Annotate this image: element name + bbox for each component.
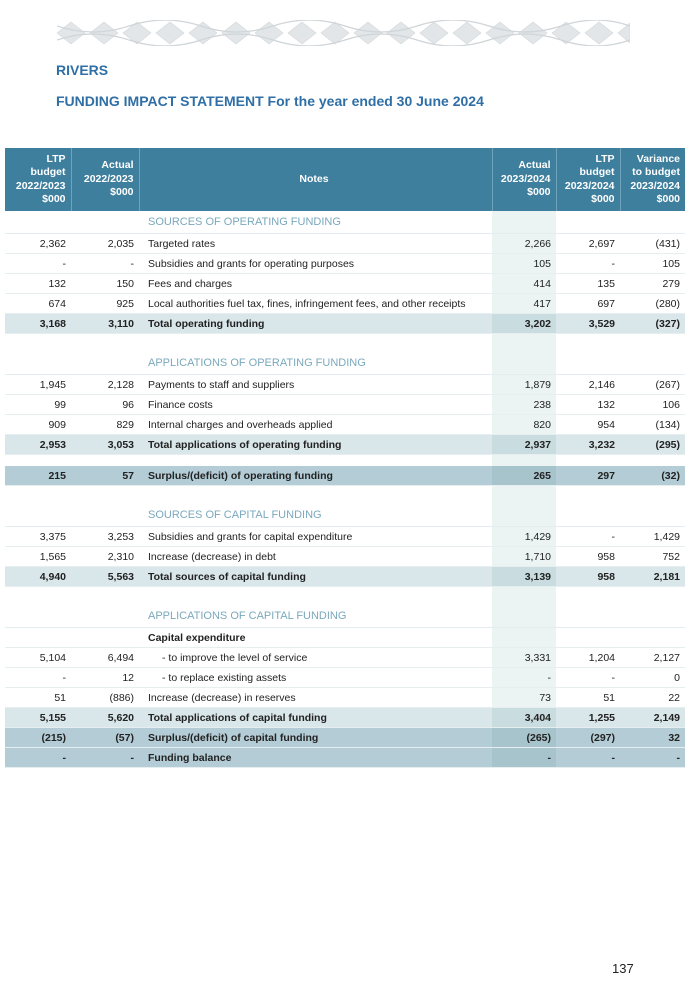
- col-actual-2223: Actual 2022/2023 $000: [71, 148, 139, 211]
- actual-2223-cell: 2,035: [71, 234, 139, 254]
- ltp-2324-cell: -: [556, 527, 620, 547]
- notes-cell: [139, 455, 492, 467]
- variance-cell: (431): [620, 234, 685, 254]
- actual-2223-cell: 3,110: [71, 314, 139, 334]
- notes-cell: Increase (decrease) in reserves: [139, 688, 492, 708]
- table-row: [5, 375, 685, 395]
- ltp-2324-cell: [556, 628, 620, 648]
- ltp-2223-cell: 2,362: [5, 234, 71, 254]
- ltp-2324-cell: -: [556, 748, 620, 768]
- ltp-2324-cell: 1,204: [556, 648, 620, 668]
- actual-2223-cell: 2,310: [71, 547, 139, 567]
- ltp-2324-cell: 135: [556, 274, 620, 294]
- notes-cell: Total sources of capital funding: [139, 567, 492, 587]
- actual-2223-cell: [71, 211, 139, 234]
- ltp-2223-cell: 3,375: [5, 527, 71, 547]
- page-number: 137: [612, 961, 634, 976]
- variance-cell: [620, 334, 685, 353]
- ltp-2324-cell: [556, 504, 620, 527]
- actual-2324-cell: [492, 587, 556, 606]
- col-ltp-2324: LTP budget 2023/2024 $000: [556, 148, 620, 211]
- actual-2324-cell: 3,404: [492, 708, 556, 728]
- ltp-2223-cell: (215): [5, 728, 71, 748]
- actual-2324-cell: 3,202: [492, 314, 556, 334]
- actual-2223-cell: 829: [71, 415, 139, 435]
- actual-2324-cell: 105: [492, 254, 556, 274]
- notes-cell: Total applications of capital funding: [139, 708, 492, 728]
- variance-cell: [620, 587, 685, 606]
- ltp-2324-cell: [556, 211, 620, 234]
- ltp-2223-cell: 5,104: [5, 648, 71, 668]
- ltp-2324-cell: [556, 352, 620, 375]
- ltp-2223-cell: [5, 352, 71, 375]
- variance-cell: -: [620, 748, 685, 768]
- ltp-2223-cell: 132: [5, 274, 71, 294]
- actual-2324-cell: (265): [492, 728, 556, 748]
- actual-2223-cell: [71, 334, 139, 353]
- statement-title: FUNDING IMPACT STATEMENT For the year ended 30 June 2024: [56, 93, 484, 109]
- ltp-2324-cell: 958: [556, 567, 620, 587]
- variance-cell: (267): [620, 375, 685, 395]
- ltp-2324-cell: [556, 455, 620, 467]
- variance-cell: [620, 504, 685, 527]
- table-row: [5, 527, 685, 547]
- decorative-banner: [57, 20, 630, 46]
- total-row: [5, 435, 685, 455]
- actual-2223-cell: 5,620: [71, 708, 139, 728]
- notes-cell: [139, 587, 492, 606]
- actual-2324-cell: [492, 605, 556, 628]
- ltp-2324-cell: 3,529: [556, 314, 620, 334]
- ltp-2324-cell: -: [556, 254, 620, 274]
- variance-cell: [620, 352, 685, 375]
- notes-cell: Total applications of operating funding: [139, 435, 492, 455]
- ltp-2223-cell: -: [5, 254, 71, 274]
- ltp-2223-cell: [5, 605, 71, 628]
- funding-impact-table: [5, 148, 685, 768]
- ltp-2223-cell: -: [5, 668, 71, 688]
- ltp-2223-cell: 1,565: [5, 547, 71, 567]
- ltp-2223-cell: [5, 486, 71, 505]
- subheading-row: [5, 628, 685, 648]
- ltp-2324-cell: -: [556, 668, 620, 688]
- surplus-row: [5, 728, 685, 748]
- actual-2324-cell: [492, 211, 556, 234]
- table-row: [5, 688, 685, 708]
- table-row: [5, 668, 685, 688]
- ltp-2324-cell: [556, 486, 620, 505]
- notes-cell: Targeted rates: [139, 234, 492, 254]
- col-notes: Notes: [139, 148, 492, 211]
- ltp-2223-cell: 2,953: [5, 435, 71, 455]
- actual-2223-cell: 12: [71, 668, 139, 688]
- actual-2324-cell: -: [492, 668, 556, 688]
- variance-cell: [620, 628, 685, 648]
- notes-cell: Subsidies and grants for operating purposes: [139, 254, 492, 274]
- total-row: [5, 708, 685, 728]
- notes-cell: Subsidies and grants for capital expenditure: [139, 527, 492, 547]
- actual-2324-cell: [492, 486, 556, 505]
- notes-cell: [139, 486, 492, 505]
- actual-2324-cell: 1,429: [492, 527, 556, 547]
- actual-2324-cell: 820: [492, 415, 556, 435]
- ltp-2223-cell: [5, 587, 71, 606]
- notes-cell: - to improve the level of service: [139, 648, 492, 668]
- actual-2324-cell: 1,710: [492, 547, 556, 567]
- variance-cell: (32): [620, 466, 685, 486]
- ltp-2324-cell: 697: [556, 294, 620, 314]
- ltp-2324-cell: 2,697: [556, 234, 620, 254]
- ltp-2223-cell: 3,168: [5, 314, 71, 334]
- ltp-2223-cell: [5, 628, 71, 648]
- notes-cell: Capital expenditure: [139, 628, 492, 648]
- col-actual-2324: Actual 2023/2024 $000: [492, 148, 556, 211]
- ltp-2223-cell: [5, 334, 71, 353]
- ltp-2324-cell: [556, 605, 620, 628]
- notes-cell: Fees and charges: [139, 274, 492, 294]
- variance-cell: [620, 455, 685, 467]
- ltp-2223-cell: -: [5, 748, 71, 768]
- actual-2324-cell: 3,331: [492, 648, 556, 668]
- variance-cell: 105: [620, 254, 685, 274]
- notes-cell: APPLICATIONS OF CAPITAL FUNDING: [139, 605, 492, 628]
- col-variance: Variance to budget 2023/2024 $000: [620, 148, 685, 211]
- variance-cell: 279: [620, 274, 685, 294]
- actual-2223-cell: -: [71, 748, 139, 768]
- actual-2223-cell: 6,494: [71, 648, 139, 668]
- actual-2324-cell: 265: [492, 466, 556, 486]
- table-row: [5, 547, 685, 567]
- table-row: [5, 234, 685, 254]
- actual-2223-cell: 96: [71, 395, 139, 415]
- variance-cell: (295): [620, 435, 685, 455]
- variance-cell: [620, 211, 685, 234]
- spacer-row: [5, 334, 685, 353]
- variance-cell: 1,429: [620, 527, 685, 547]
- actual-2223-cell: [71, 504, 139, 527]
- notes-cell: APPLICATIONS OF OPERATING FUNDING: [139, 352, 492, 375]
- actual-2223-cell: 5,563: [71, 567, 139, 587]
- actual-2223-cell: 57: [71, 466, 139, 486]
- notes-cell: [139, 334, 492, 353]
- actual-2324-cell: 238: [492, 395, 556, 415]
- variance-cell: 32: [620, 728, 685, 748]
- actual-2223-cell: 2,128: [71, 375, 139, 395]
- section-heading-row: [5, 605, 685, 628]
- actual-2223-cell: 925: [71, 294, 139, 314]
- table-body: [5, 211, 685, 768]
- actual-2324-cell: [492, 352, 556, 375]
- ltp-2223-cell: [5, 455, 71, 467]
- surplus-row: [5, 748, 685, 768]
- ltp-2223-cell: [5, 504, 71, 527]
- ltp-2223-cell: 674: [5, 294, 71, 314]
- ltp-2324-cell: 2,146: [556, 375, 620, 395]
- actual-2324-cell: [492, 628, 556, 648]
- section-heading-row: [5, 352, 685, 375]
- actual-2223-cell: (57): [71, 728, 139, 748]
- ltp-2324-cell: [556, 587, 620, 606]
- notes-cell: - to replace existing assets: [139, 668, 492, 688]
- notes-cell: Finance costs: [139, 395, 492, 415]
- notes-cell: Internal charges and overheads applied: [139, 415, 492, 435]
- ltp-2324-cell: 3,232: [556, 435, 620, 455]
- table-row: [5, 294, 685, 314]
- variance-cell: 0: [620, 668, 685, 688]
- section-heading-row: [5, 504, 685, 527]
- variance-cell: (327): [620, 314, 685, 334]
- ltp-2223-cell: 1,945: [5, 375, 71, 395]
- ltp-2223-cell: 909: [5, 415, 71, 435]
- variance-cell: 2,181: [620, 567, 685, 587]
- actual-2223-cell: (886): [71, 688, 139, 708]
- spacer-row: [5, 486, 685, 505]
- variance-cell: 22: [620, 688, 685, 708]
- notes-cell: Total operating funding: [139, 314, 492, 334]
- total-row: [5, 314, 685, 334]
- actual-2324-cell: [492, 504, 556, 527]
- actual-2324-cell: 417: [492, 294, 556, 314]
- total-row: [5, 567, 685, 587]
- table-row: [5, 254, 685, 274]
- ltp-2324-cell: 958: [556, 547, 620, 567]
- ltp-2223-cell: 215: [5, 466, 71, 486]
- ltp-2324-cell: 954: [556, 415, 620, 435]
- notes-cell: Funding balance: [139, 748, 492, 768]
- variance-cell: 752: [620, 547, 685, 567]
- actual-2324-cell: 73: [492, 688, 556, 708]
- actual-2223-cell: 3,053: [71, 435, 139, 455]
- actual-2223-cell: [71, 587, 139, 606]
- ltp-2324-cell: 1,255: [556, 708, 620, 728]
- actual-2223-cell: 3,253: [71, 527, 139, 547]
- actual-2324-cell: 2,266: [492, 234, 556, 254]
- variance-cell: (134): [620, 415, 685, 435]
- ltp-2324-cell: 51: [556, 688, 620, 708]
- ltp-2223-cell: 99: [5, 395, 71, 415]
- notes-cell: Increase (decrease) in debt: [139, 547, 492, 567]
- actual-2223-cell: -: [71, 254, 139, 274]
- ltp-2223-cell: 4,940: [5, 567, 71, 587]
- ltp-2223-cell: 51: [5, 688, 71, 708]
- ltp-2324-cell: (297): [556, 728, 620, 748]
- table-row: [5, 274, 685, 294]
- section-heading-row: [5, 211, 685, 234]
- variance-cell: [620, 605, 685, 628]
- notes-cell: SOURCES OF OPERATING FUNDING: [139, 211, 492, 234]
- actual-2324-cell: [492, 334, 556, 353]
- section-title: RIVERS: [56, 62, 109, 78]
- spacer-row: [5, 587, 685, 606]
- ltp-2223-cell: 5,155: [5, 708, 71, 728]
- col-ltp-2223: LTP budget 2022/2023 $000: [5, 148, 71, 211]
- ltp-2324-cell: [556, 334, 620, 353]
- spacer-row: [5, 455, 685, 467]
- actual-2223-cell: [71, 455, 139, 467]
- table-row: [5, 415, 685, 435]
- actual-2324-cell: [492, 455, 556, 467]
- notes-cell: Payments to staff and suppliers: [139, 375, 492, 395]
- ltp-2223-cell: [5, 211, 71, 234]
- notes-cell: SOURCES OF CAPITAL FUNDING: [139, 504, 492, 527]
- actual-2324-cell: 1,879: [492, 375, 556, 395]
- ltp-2324-cell: 297: [556, 466, 620, 486]
- table-header-row: [5, 148, 685, 211]
- actual-2223-cell: 150: [71, 274, 139, 294]
- actual-2223-cell: [71, 628, 139, 648]
- variance-cell: [620, 486, 685, 505]
- variance-cell: 106: [620, 395, 685, 415]
- table-row: [5, 395, 685, 415]
- notes-cell: Surplus/(deficit) of operating funding: [139, 466, 492, 486]
- table-row: [5, 648, 685, 668]
- actual-2223-cell: [71, 605, 139, 628]
- surplus-row: [5, 466, 685, 486]
- variance-cell: 2,149: [620, 708, 685, 728]
- notes-cell: Surplus/(deficit) of capital funding: [139, 728, 492, 748]
- actual-2223-cell: [71, 352, 139, 375]
- actual-2324-cell: 2,937: [492, 435, 556, 455]
- ltp-2324-cell: 132: [556, 395, 620, 415]
- variance-cell: 2,127: [620, 648, 685, 668]
- notes-cell: Local authorities fuel tax, fines, infringement fees, and other receipts: [139, 294, 492, 314]
- variance-cell: (280): [620, 294, 685, 314]
- actual-2223-cell: [71, 486, 139, 505]
- actual-2324-cell: 3,139: [492, 567, 556, 587]
- actual-2324-cell: 414: [492, 274, 556, 294]
- actual-2324-cell: -: [492, 748, 556, 768]
